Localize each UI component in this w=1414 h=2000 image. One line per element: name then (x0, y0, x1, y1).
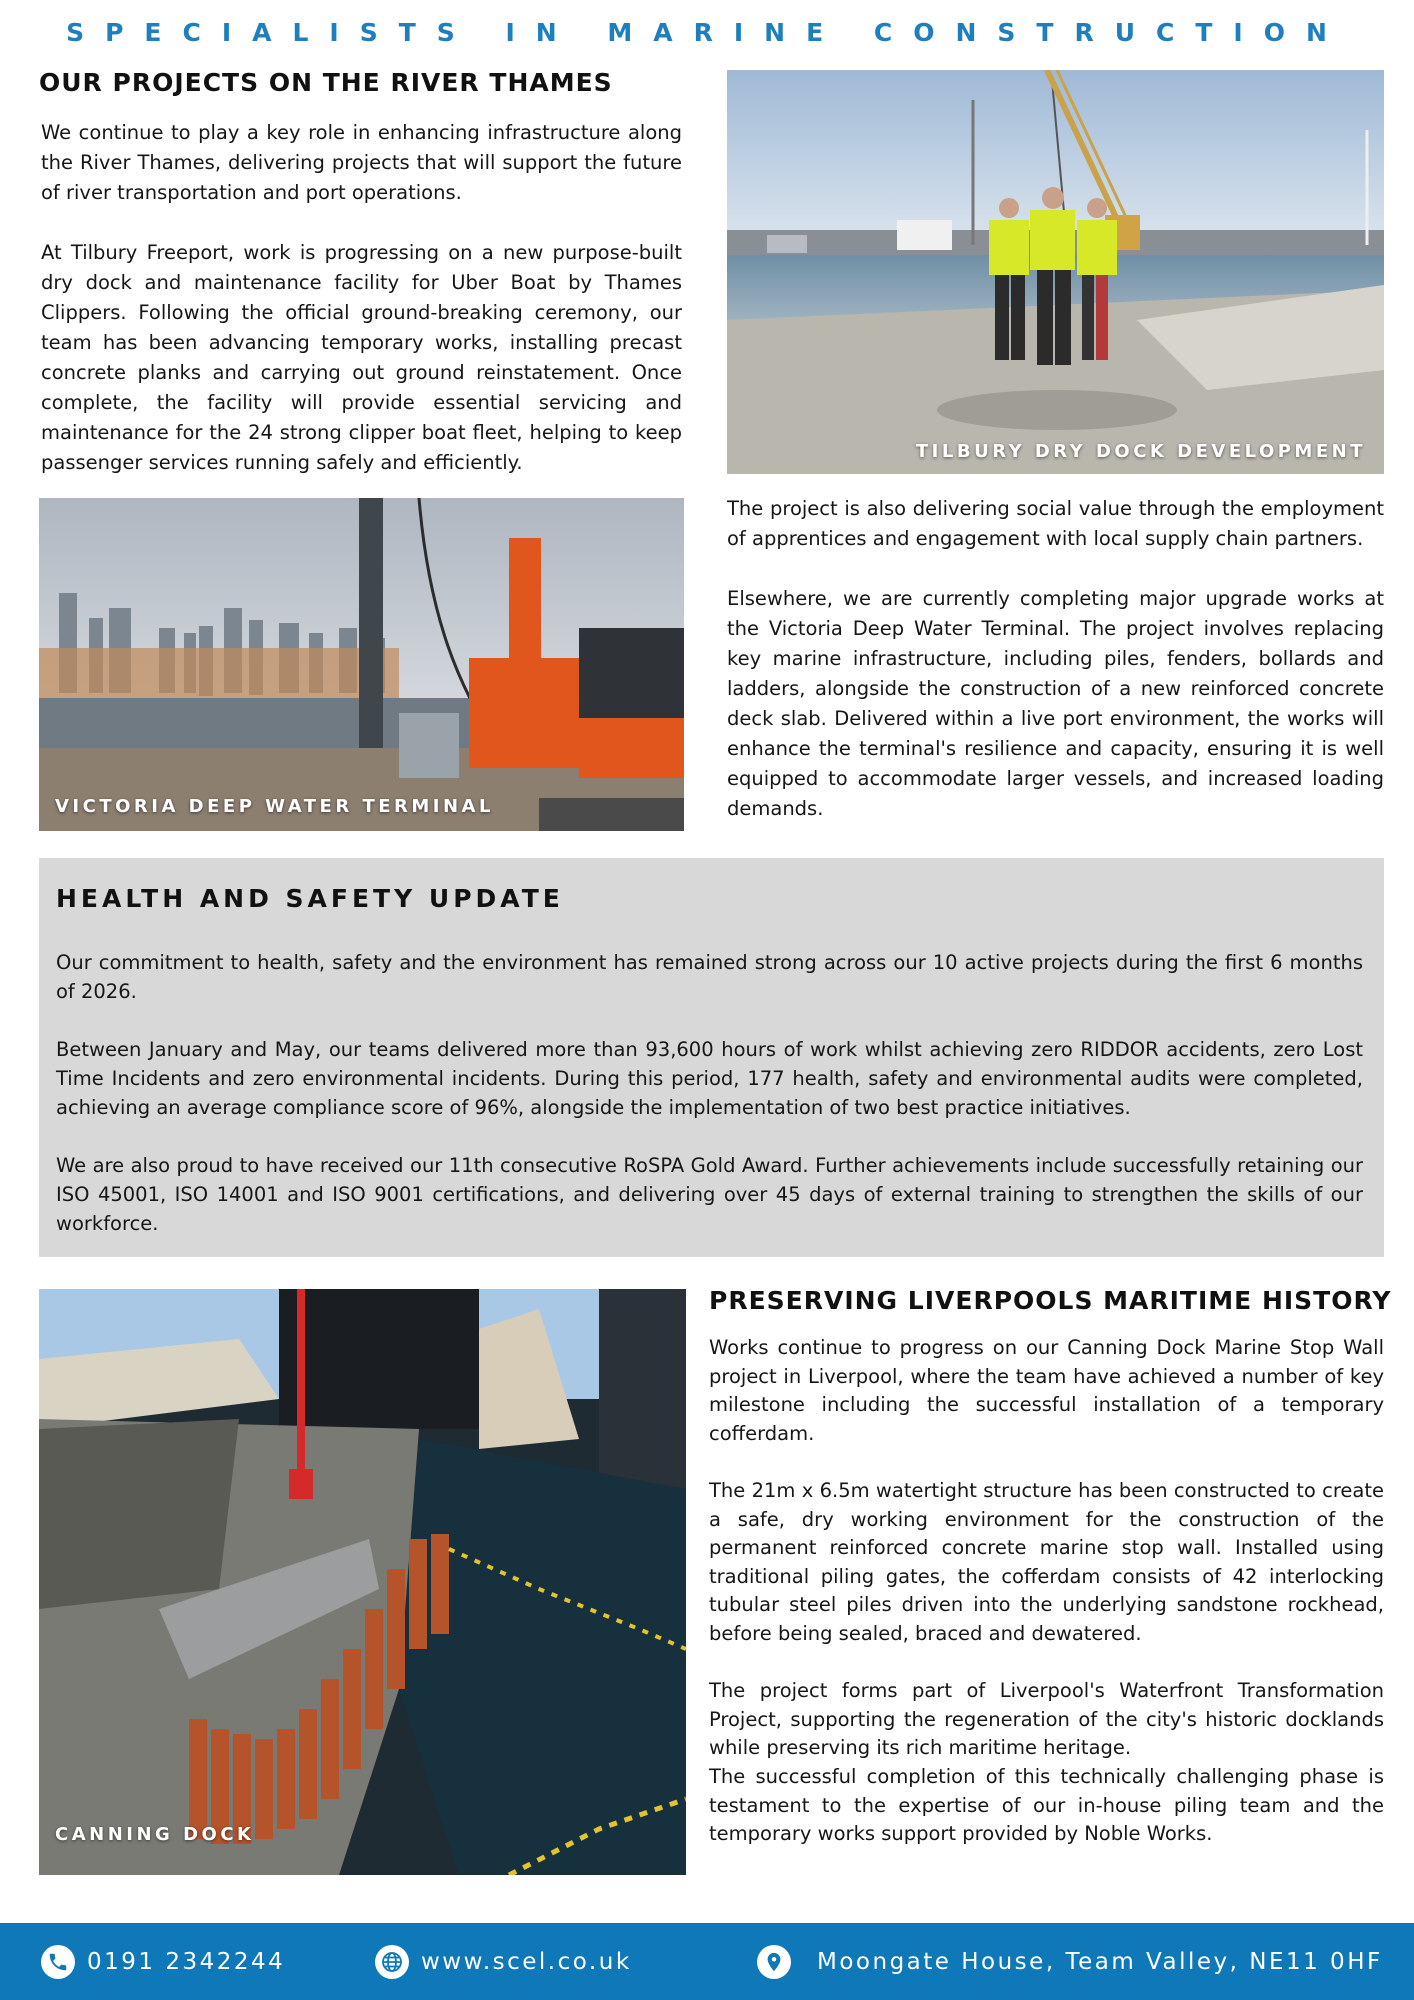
footer-phone-text: 0191 2342244 (87, 1948, 286, 1975)
location-pin-icon (757, 1945, 791, 1979)
footer-address[interactable] (757, 1923, 1383, 2000)
victoria-photo (39, 498, 684, 831)
footer (0, 1923, 1414, 2000)
liverpool-paragraph: Works continue to progress on our Canning Dock Marine Stop Wall project in Liverpool, where the team have achieved a number of key milestone including the successful installation of a temporary cofferdam. (709, 1336, 1384, 1445)
thames-paragraph: We continue to play a key role in enhancing infrastructure along the River Thames, delivering projects that will support the future of river transportation and port operations. (41, 121, 682, 204)
thames-intro (41, 118, 682, 478)
liverpool-paragraph: The project forms part of Liverpool's Waterfront Transformation Project, supporting the regeneration of the city's historic docklands while preserving its rich maritime heritage. (709, 1679, 1384, 1760)
health-safety-paragraph: Our commitment to health, safety and the environment has remained strong across our 10 active projects during the first 6 months of 2026. (56, 951, 1363, 1003)
health-safety-title: HEALTH AND SAFETY UPDATE (56, 884, 564, 913)
liverpool-paragraph: The 21m x 6.5m watertight structure has been constructed to create a safe, dry working environment for the construction of the permanent reinforced concrete marine stop wall. Installed using traditional piling gates, the cofferdam consists of 42 interlocking tubular steel piles driven into the underlying sandstone rockhead, before being sealed, braced and dewatered. (709, 1478, 1384, 1645)
tilbury-caption: TILBURY DRY DOCK DEVELOPMENT (915, 441, 1366, 462)
liverpool-text (709, 1334, 1384, 1849)
health-safety-paragraph: We are also proud to have received our 11th consecutive RoSPA Gold Award. Further achievements include successfully retaining our ISO 45001, ISO 14001 and ISO 9001 certifications, and delivering over 45 days of external training to strengthen the skills of our workforce. (56, 1154, 1363, 1235)
health-safety-panel (39, 858, 1384, 1257)
globe-icon (375, 1945, 409, 1979)
footer-phone[interactable] (41, 1923, 285, 2000)
victoria-caption: VICTORIA DEEP WATER TERMINAL (55, 796, 494, 817)
canning-dock-caption: CANNING DOCK (55, 1824, 255, 1845)
phone-icon (41, 1945, 75, 1979)
thames-section-title: OUR PROJECTS ON THE RIVER THAMES (39, 68, 613, 97)
liverpool-paragraph: The successful completion of this technically challenging phase is testament to the expertise of our in-house piling team and the temporary works support provided by Noble Works. (709, 1764, 1384, 1846)
liverpool-section-title: PRESERVING LIVERPOOLS MARITIME HISTORY (709, 1286, 1392, 1315)
footer-address-text: Moongate House, Team Valley, NE11 0HF (817, 1948, 1383, 1975)
footer-website-text: www.scel.co.uk (421, 1948, 632, 1975)
canning-dock-photo (39, 1289, 686, 1875)
footer-website[interactable] (375, 1923, 632, 2000)
health-safety-paragraph: Between January and May, our teams delivered more than 93,600 hours of work whilst achieving zero RIDDOR accidents, zero Lost Time Incidents and zero environmental incidents. During this period, 177 health, safety and environmental audits were completed, achieving an average compliance score of 96%, alongside the implementation of two best practice initiatives. (56, 1038, 1363, 1119)
health-safety-text (56, 948, 1363, 1238)
tilbury-photo (727, 70, 1384, 474)
thames-right-paragraph: Elsewhere, we are currently completing major upgrade works at the Victoria Deep Water Terminal. The project involves replacing key marine infrastructure, including piles, fenders, bollards and ladders, alongside the construction of a new reinforced concrete deck slab. Delivered within a live port environment, the works will enhance the terminal's resilience and capacity, ensuring it is well equipped to accommodate larger vessels, and increased loading demands. (727, 587, 1384, 820)
thames-right-text (727, 494, 1384, 824)
thames-paragraph: At Tilbury Freeport, work is progressing on a new purpose-built dry dock and maintenance facility for Uber Boat by Thames Clippers. Following the official ground-breaking ceremony, our team has been advancing temporary works, installing precast concrete planks and carrying out ground reinstatement. Once complete, the facility will provide essential servicing and maintenance for the 24 strong clipper boat fleet, helping to keep passenger services running safely and efficiently. (41, 241, 682, 474)
tagline: SPECIALISTS IN MARINE CONSTRUCTION (66, 18, 1348, 47)
thames-right-paragraph: The project is also delivering social value through the employment of apprentices and engagement with local supply chain partners. (727, 497, 1384, 550)
